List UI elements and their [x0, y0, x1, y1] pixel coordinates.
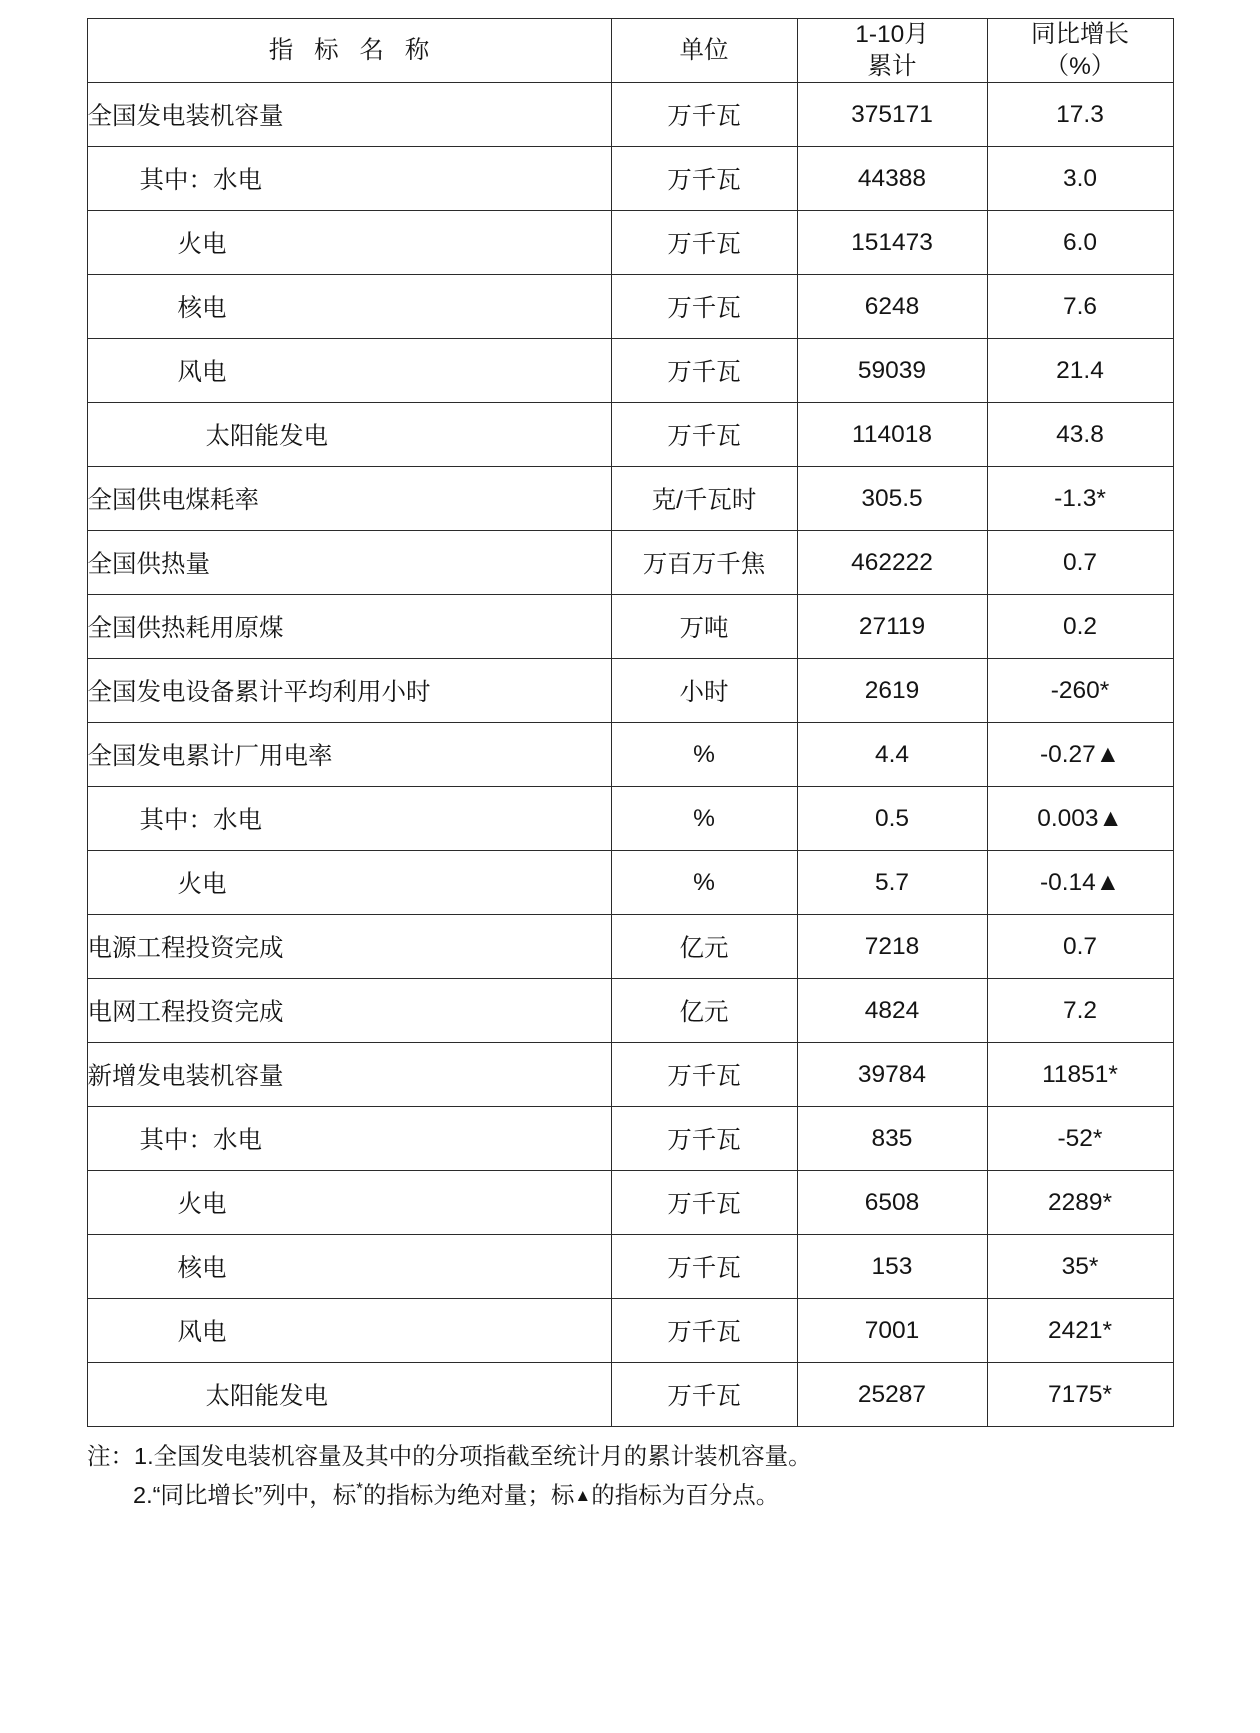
cell-value: 4.4	[797, 723, 987, 787]
cell-value: 6508	[797, 1171, 987, 1235]
cell-indicator-name: 太阳能发电	[87, 403, 611, 467]
cell-unit: 万千瓦	[611, 403, 797, 467]
note-line-2-part-b: 的指标为绝对量；标	[362, 1481, 575, 1508]
cell-yoy: 21.4	[987, 339, 1173, 403]
note-line-2-part-c: 的指标为百分点。	[591, 1481, 780, 1508]
cell-yoy: 43.8	[987, 403, 1173, 467]
table-notes	[87, 1437, 1173, 1514]
table-row	[87, 915, 1173, 979]
cell-value: 151473	[797, 211, 987, 275]
cell-yoy: 11851*	[987, 1043, 1173, 1107]
table-row	[87, 275, 1173, 339]
table-row	[87, 851, 1173, 915]
note-star-symbol: *	[356, 1479, 363, 1499]
cell-unit: 小时	[611, 659, 797, 723]
note-triangle-symbol: ▲	[574, 1485, 592, 1505]
cell-indicator-name: 火电	[87, 211, 611, 275]
cell-yoy: 2289*	[987, 1171, 1173, 1235]
cell-unit: 万千瓦	[611, 1235, 797, 1299]
table-row	[87, 1235, 1173, 1299]
cell-value: 7001	[797, 1299, 987, 1363]
cell-unit: 万千瓦	[611, 83, 797, 147]
cell-indicator-name: 全国发电设备累计平均利用小时	[87, 659, 611, 723]
table-row	[87, 83, 1173, 147]
cell-unit: 亿元	[611, 915, 797, 979]
cell-value: 44388	[797, 147, 987, 211]
cell-indicator-name: 核电	[87, 275, 611, 339]
cell-yoy: 35*	[987, 1235, 1173, 1299]
cell-indicator-name: 风电	[87, 1299, 611, 1363]
cell-value: 7218	[797, 915, 987, 979]
table-row	[87, 1299, 1173, 1363]
table-row	[87, 979, 1173, 1043]
cell-value: 59039	[797, 339, 987, 403]
cell-indicator-name: 其中：水电	[87, 147, 611, 211]
power-statistics-table	[87, 18, 1174, 1427]
cell-indicator-name: 电网工程投资完成	[87, 979, 611, 1043]
cell-value: 6248	[797, 275, 987, 339]
table-row	[87, 467, 1173, 531]
table-row	[87, 1107, 1173, 1171]
cell-indicator-name: 全国供热耗用原煤	[87, 595, 611, 659]
cell-value: 114018	[797, 403, 987, 467]
cell-indicator-name: 电源工程投资完成	[87, 915, 611, 979]
cell-unit: 万千瓦	[611, 1171, 797, 1235]
table-row	[87, 211, 1173, 275]
cell-indicator-name: 其中：水电	[87, 787, 611, 851]
cell-value: 375171	[797, 83, 987, 147]
column-header-indicator-name: 指 标 名 称	[87, 19, 611, 83]
cell-unit: 万千瓦	[611, 1299, 797, 1363]
cell-unit: 万千瓦	[611, 1363, 797, 1427]
cell-yoy: -0.14▲	[987, 851, 1173, 915]
cell-unit: %	[611, 851, 797, 915]
cell-unit: 万千瓦	[611, 339, 797, 403]
cell-value: 25287	[797, 1363, 987, 1427]
cell-value: 2619	[797, 659, 987, 723]
cell-indicator-name: 火电	[87, 851, 611, 915]
cell-indicator-name: 新增发电装机容量	[87, 1043, 611, 1107]
cell-unit: 万千瓦	[611, 275, 797, 339]
cell-unit: 克/千瓦时	[611, 467, 797, 531]
cell-unit: 万千瓦	[611, 211, 797, 275]
table-row	[87, 595, 1173, 659]
cell-yoy: -1.3*	[987, 467, 1173, 531]
cell-unit: 万千瓦	[611, 147, 797, 211]
cell-yoy: 0.7	[987, 915, 1173, 979]
table-row	[87, 787, 1173, 851]
table-row	[87, 1171, 1173, 1235]
cell-value: 39784	[797, 1043, 987, 1107]
cell-indicator-name: 全国发电装机容量	[87, 83, 611, 147]
cell-unit: %	[611, 723, 797, 787]
cell-indicator-name: 全国发电累计厂用电率	[87, 723, 611, 787]
column-header-yoy-line2: （%）	[1044, 52, 1116, 80]
cell-yoy: -0.27▲	[987, 723, 1173, 787]
cell-yoy: 7175*	[987, 1363, 1173, 1427]
cell-yoy: 7.6	[987, 275, 1173, 339]
table-row	[87, 1363, 1173, 1427]
cell-yoy: 3.0	[987, 147, 1173, 211]
cell-yoy: 7.2	[987, 979, 1173, 1043]
cell-indicator-name: 火电	[87, 1171, 611, 1235]
cell-indicator-name: 全国供电煤耗率	[87, 467, 611, 531]
cell-yoy: -260*	[987, 659, 1173, 723]
cell-unit: 万百万千焦	[611, 531, 797, 595]
cell-indicator-name: 风电	[87, 339, 611, 403]
cell-value: 27119	[797, 595, 987, 659]
cell-value: 4824	[797, 979, 987, 1043]
cell-yoy: 0.003▲	[987, 787, 1173, 851]
cell-value: 5.7	[797, 851, 987, 915]
note-line-1: 注：1.全国发电装机容量及其中的分项指截至统计月的累计装机容量。	[87, 1443, 812, 1469]
note-line-2	[87, 1475, 1173, 1514]
cell-indicator-name: 全国供热量	[87, 531, 611, 595]
table-header-row	[87, 19, 1173, 83]
table-row	[87, 1043, 1173, 1107]
cell-indicator-name: 太阳能发电	[87, 1363, 611, 1427]
cell-unit: 万千瓦	[611, 1043, 797, 1107]
table-row	[87, 147, 1173, 211]
cell-yoy: -52*	[987, 1107, 1173, 1171]
cell-yoy: 2421*	[987, 1299, 1173, 1363]
cell-unit: 万千瓦	[611, 1107, 797, 1171]
table-row	[87, 723, 1173, 787]
cell-unit: 亿元	[611, 979, 797, 1043]
table-row	[87, 531, 1173, 595]
table-body	[87, 83, 1173, 1427]
column-header-value-line1: 1-10月	[855, 21, 929, 49]
cell-value: 153	[797, 1235, 987, 1299]
cell-yoy: 17.3	[987, 83, 1173, 147]
column-header-yoy-line1: 同比增长	[1031, 21, 1129, 49]
cell-yoy: 6.0	[987, 211, 1173, 275]
note-line-2-part-a: 2.“同比增长”列中，标	[133, 1481, 357, 1508]
cell-value: 462222	[797, 531, 987, 595]
column-header-value	[797, 19, 987, 83]
column-header-yoy	[987, 19, 1173, 83]
table-row	[87, 403, 1173, 467]
table-row	[87, 339, 1173, 403]
table-header	[87, 19, 1173, 83]
cell-value: 0.5	[797, 787, 987, 851]
cell-unit: %	[611, 787, 797, 851]
cell-value: 835	[797, 1107, 987, 1171]
cell-value: 305.5	[797, 467, 987, 531]
cell-unit: 万吨	[611, 595, 797, 659]
cell-indicator-name: 其中：水电	[87, 1107, 611, 1171]
cell-yoy: 0.7	[987, 531, 1173, 595]
column-header-value-line2: 累计	[867, 52, 917, 80]
table-row	[87, 659, 1173, 723]
cell-indicator-name: 核电	[87, 1235, 611, 1299]
cell-yoy: 0.2	[987, 595, 1173, 659]
column-header-unit: 单位	[611, 19, 797, 83]
